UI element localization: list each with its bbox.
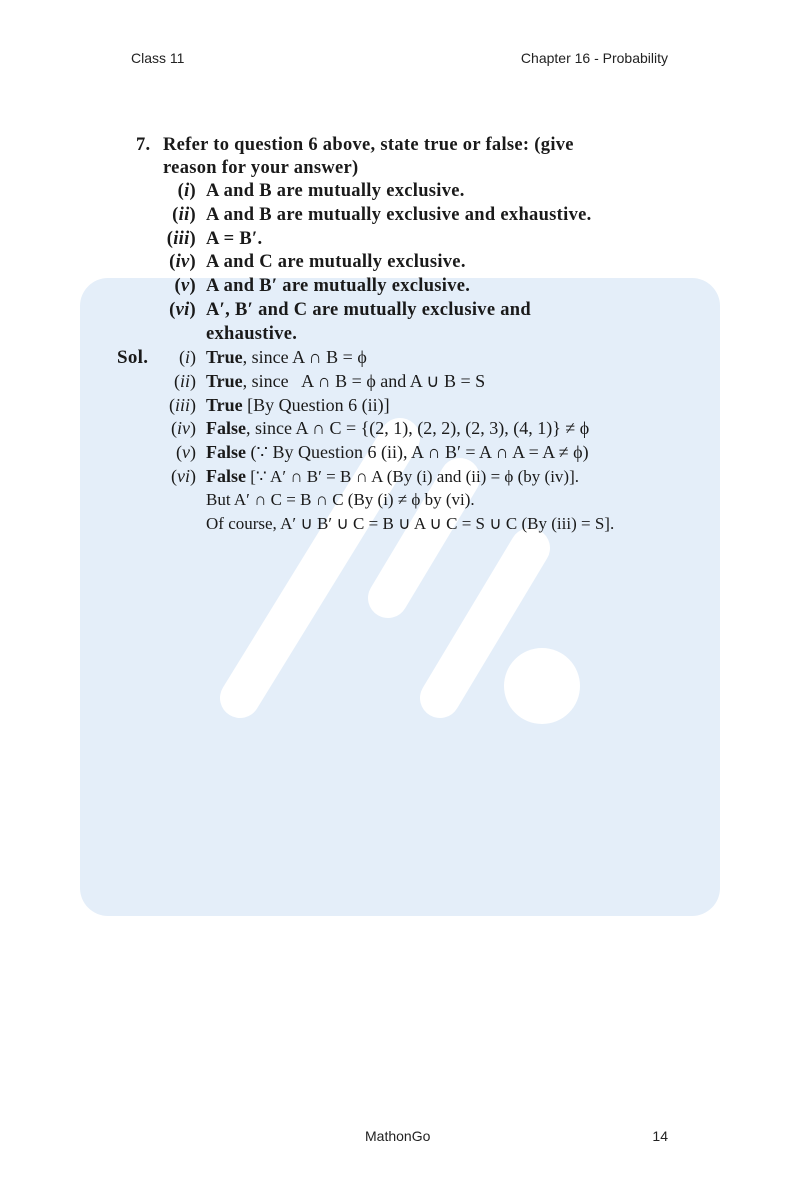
solution-part-cont: Of course, A′ ∪ B′ ∪ C = B ∪ A ∪ C = S ∪ C (By (iii) = S].: [206, 514, 615, 533]
footer-brand: MathonGo: [365, 1128, 431, 1144]
page-number: 14: [652, 1128, 668, 1144]
question-number: 7.: [136, 135, 151, 155]
page: Class 11 Chapter 16 - Probability 7. Refer to question 6 above, state true or false: (give reason for your answer) (i) A and B are mutually exclusive. (ii) A and B are mutually exclusive and exhaustive. (iii) A = B′. (iv) A and C are mutually exclusive. (v) A and B′ are mutually exclusive. (vi) A′, B′ and C are mutually exclusive and exhaustive. Sol. (i) True, since A ∩ B = ϕ (ii) True, since A ∩ B = ϕ and A ∪ B = S (iii) True [By Question 6 (ii)] (iv) False, since A ∩ C = {(2, 1), (2, 2), (2, 3), (4, 1)} ≠ ϕ (v) False (∵ By Question 6 (ii), A ∩ B′ = A ∩ A = A ≠ ϕ) (vi) False [∵ A′ ∩ B′ = B ∩ A (By (i) and (ii) = ϕ (by (iv)]. But A′ ∩ C = B ∩ C (By (i) ≠ ϕ by (vi). Of course, A′ ∪ B′ ∪ C = B ∪ A ∪ C = S ∪ C (By (iii) = S]. MathonGo 14: [0, 0, 800, 1194]
question-part-cont: exhaustive.: [206, 324, 298, 344]
header-class: Class 11: [131, 50, 185, 66]
header-chapter: Chapter 16 - Probability: [520, 50, 668, 66]
solution-part-cont: But A′ ∩ C = B ∩ C (By (i) ≠ ϕ by (vi).: [206, 490, 475, 509]
question-stem-cont: reason for your answer): [163, 158, 359, 178]
solution-label: Sol.: [117, 347, 149, 368]
question-stem: Refer to question 6 above, state true or false: (give: [163, 135, 574, 155]
